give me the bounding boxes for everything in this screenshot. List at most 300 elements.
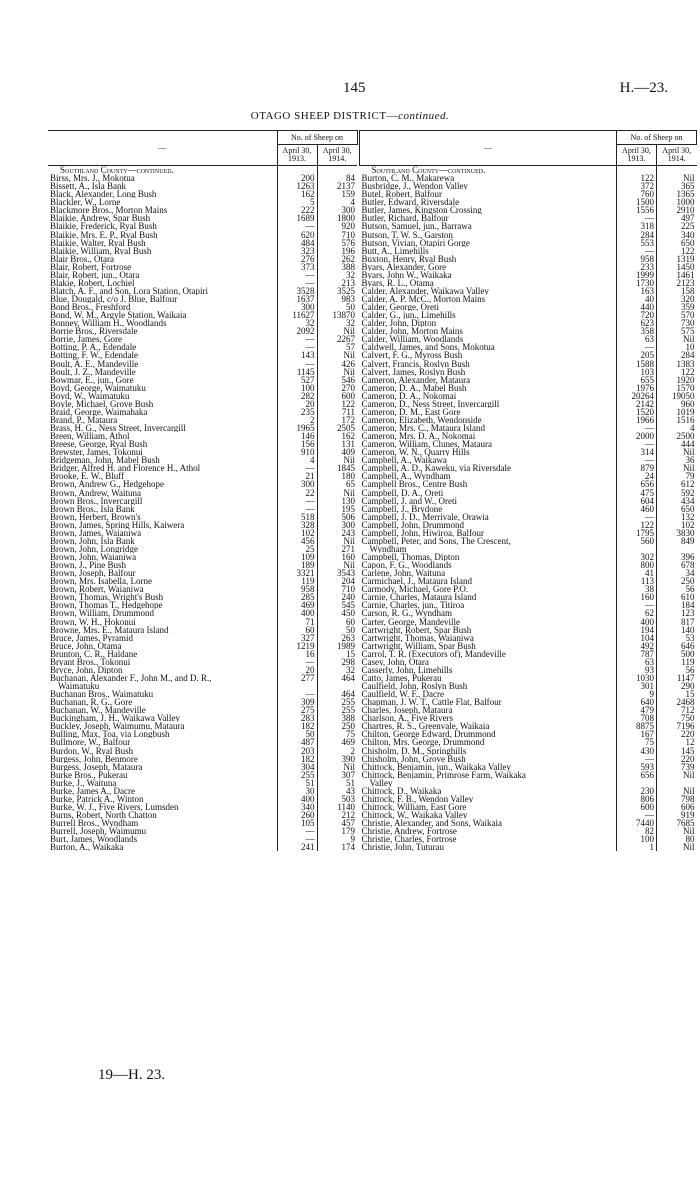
owner-name: Burke, J., Waituna [50, 778, 117, 787]
count-1913: 400 [277, 609, 317, 617]
table-row [48, 440, 357, 448]
owner-name: Blaikie, Andrew, Spar Bush [50, 214, 151, 223]
table-row [48, 634, 357, 642]
owner-name: Burt, James, Woodlands [50, 835, 138, 844]
owner-name: Boyd, George, Waimatuku [50, 383, 146, 392]
count-1913: 20 [277, 666, 317, 674]
owner-name: Carrol, T. R. (Executors of), Mandeville [361, 649, 506, 658]
owner-name: Chittock, W., Waikaka Valley [361, 811, 468, 820]
count-1914: Nil [657, 335, 697, 343]
count-1913: 655 [617, 376, 657, 384]
owner-name: Brown, Andrew, Waituna [50, 488, 142, 497]
owner-name: Blackmore Bros., Morton Mains [50, 206, 168, 215]
count-1914: 158 [657, 287, 697, 295]
count-1914: 43 [317, 787, 357, 795]
count-1914: 798 [657, 795, 697, 803]
table-row [360, 472, 697, 480]
table-row [360, 698, 697, 706]
owner-name: Calder, William, Woodlands [361, 335, 464, 344]
table-row [360, 271, 697, 279]
owner-name: Burton, A., Waikaka [50, 843, 124, 852]
count-1913: 456 [277, 537, 317, 545]
owner-name: Chittock, William, East Gore [361, 802, 467, 811]
owner-name: Waimatuku [58, 682, 100, 691]
count-1913: 82 [617, 827, 657, 835]
count-1914: 2137 [317, 182, 357, 190]
table-row [48, 601, 357, 609]
count-1914: Nil [657, 771, 697, 779]
count-1914: 10 [657, 343, 697, 351]
owner-name: Charlson, A., Five Rivers [361, 714, 453, 723]
table-row [360, 569, 697, 577]
count-1914: 243 [317, 529, 357, 537]
count-1914: 15 [657, 690, 697, 698]
count-1914: 983 [317, 295, 357, 303]
table-row [48, 448, 357, 456]
count-1914: Nil [657, 827, 697, 835]
count-1914: 1845 [317, 464, 357, 472]
count-1913: 103 [617, 368, 657, 376]
count-1913: 11627 [277, 311, 317, 319]
count-1913: 119 [277, 577, 317, 585]
owner-name: Carlene, John, Waituna [361, 569, 446, 578]
count-1914: Nil [317, 327, 357, 335]
count-1913: 41 [617, 569, 657, 577]
owner-name: Bullmore, W., Balfour [50, 738, 131, 747]
count-1913: — [277, 279, 317, 287]
count-1913: 241 [277, 843, 317, 851]
table-row [48, 658, 357, 666]
count-1913: — [277, 827, 317, 835]
page-title [0, 110, 700, 122]
count-1913: 440 [617, 303, 657, 311]
count-1914: 195 [317, 505, 357, 513]
count-1914: 60 [317, 618, 357, 626]
count-1913: 93 [617, 666, 657, 674]
count-1914: 284 [657, 351, 697, 359]
count-1914: 250 [657, 577, 697, 585]
count-1914: 290 [657, 682, 697, 690]
sheep-count-header: No. of Sheep on [277, 131, 357, 145]
count-1914: 2 [317, 747, 357, 755]
count-1914: Nil [317, 456, 357, 464]
count-1914: 464 [317, 690, 357, 698]
count-1913: 233 [617, 263, 657, 271]
count-1913: 283 [277, 714, 317, 722]
owner-name: Blakie, Robert, Lochiel [50, 278, 135, 287]
table-row [48, 480, 357, 488]
owner-name: Boyd, W., Waimatuku [50, 391, 130, 400]
document-reference: H.—23. [619, 80, 668, 96]
count-1913: 38 [617, 585, 657, 593]
count-1913: 787 [617, 650, 657, 658]
count-1914: 503 [317, 795, 357, 803]
table-row [360, 553, 697, 561]
table-row [360, 424, 697, 432]
count-1913: 162 [277, 190, 317, 198]
count-1913: 1795 [617, 529, 657, 537]
count-1913 [617, 545, 657, 553]
count-1914: 592 [657, 489, 697, 497]
owner-name: Busbridge, J., Wendon Valley [361, 182, 468, 191]
count-1913: 1 [617, 843, 657, 851]
count-1914: 159 [317, 190, 357, 198]
table-row [48, 545, 357, 553]
count-1913: — [277, 360, 317, 368]
table-row [360, 618, 697, 626]
count-1913: 958 [277, 585, 317, 593]
owner-name: Buchanan, R. G., Gore [50, 698, 133, 707]
table-row [48, 231, 357, 239]
table-row [360, 803, 697, 811]
owner-name: Bruce, James, Pyramid [50, 633, 133, 642]
count-1914: 960 [657, 400, 697, 408]
count-1914: 300 [317, 206, 357, 214]
table-row [48, 400, 357, 408]
owner-name: Blair, Robert, Fortrose [50, 262, 132, 271]
count-1913: 277 [277, 674, 317, 682]
count-1914: 1989 [317, 642, 357, 650]
owner-name: Campbell, Thomas, Dipton [361, 553, 460, 562]
owner-name: Blaikie, Mrs. E. P., Ryal Bush [50, 230, 158, 239]
table-row [48, 335, 357, 343]
count-1913: 302 [617, 553, 657, 561]
table-row [48, 706, 357, 714]
count-1914: 56 [657, 585, 697, 593]
table-row [48, 360, 357, 368]
count-1914: 817 [657, 618, 697, 626]
table-row [48, 779, 357, 787]
owner-name: Cameron, D. A., Nokomai [361, 391, 457, 400]
count-1914: 650 [657, 239, 697, 247]
owner-name: Brown, J., Pine Bush [50, 561, 127, 570]
table-row [48, 222, 357, 230]
count-1913: 22 [277, 489, 317, 497]
count-1914: 140 [657, 626, 697, 634]
table-row [360, 513, 697, 521]
owner-name: Calvert, James, Roslyn Bush [361, 367, 466, 376]
count-1914: 678 [657, 561, 697, 569]
count-1913: 623 [617, 319, 657, 327]
table-row [48, 593, 357, 601]
count-1914: 450 [317, 609, 357, 617]
table-row [48, 295, 357, 303]
count-1914: 102 [657, 521, 697, 529]
table-row [360, 182, 697, 190]
count-1913: — [277, 497, 317, 505]
owner-name: Brown Bros., Isla Bank [50, 504, 135, 513]
table-row [360, 747, 697, 755]
table-row [360, 521, 697, 529]
count-1913: 760 [617, 190, 657, 198]
owner-name: Campbell, A. D., Kaweku, via Riversdale [361, 464, 511, 473]
count-1913: — [277, 464, 317, 472]
count-1914: 300 [317, 521, 357, 529]
table-row [48, 279, 357, 287]
table-row [360, 682, 697, 690]
table-row [48, 537, 357, 545]
count-1913: 222 [277, 206, 317, 214]
owner-name: Blaikie, Walter, Ryal Bush [50, 238, 146, 247]
table-row [360, 601, 697, 609]
table-row [360, 456, 697, 464]
table-row [360, 247, 697, 255]
count-1914: 4 [317, 198, 357, 206]
count-1914: 426 [317, 360, 357, 368]
name-column-header: — [48, 131, 277, 166]
count-1913: 1689 [277, 214, 317, 222]
count-1913: 50 [277, 730, 317, 738]
count-1913: 640 [617, 698, 657, 706]
table-row [48, 376, 357, 384]
count-1914: 739 [657, 763, 697, 771]
table-row [360, 811, 697, 819]
table-row [48, 255, 357, 263]
count-1913: — [617, 601, 657, 609]
count-1914: 36 [657, 456, 697, 464]
owner-name: Brown, James, Spring Hills, Kaiwera [50, 520, 185, 529]
title-main: OTAGO SHEEP DISTRICT— [250, 110, 399, 122]
count-1913: 323 [277, 247, 317, 255]
count-1913: 8875 [617, 722, 657, 730]
owner-name: Breese, George, Ryal Bush [50, 440, 148, 449]
count-1914: 196 [317, 247, 357, 255]
owner-name: Carter, George, Mandeville [361, 617, 460, 626]
table-row [48, 618, 357, 626]
table-row [360, 634, 697, 642]
count-1913: 600 [617, 803, 657, 811]
owner-name: Boult, A. E., Mandeville [50, 359, 139, 368]
table-row [360, 642, 697, 650]
count-1914: 298 [317, 658, 357, 666]
count-1914: 710 [317, 231, 357, 239]
count-1913: 71 [277, 618, 317, 626]
count-1913: 484 [277, 239, 317, 247]
table-row [48, 368, 357, 376]
page-number: 145 [343, 80, 366, 96]
owner-name: Butt, A., Limehills [361, 246, 429, 255]
owner-name: Brass, H. G., Ness Street, Invercargill [50, 424, 186, 433]
count-1913: 285 [277, 593, 317, 601]
table-row [48, 456, 357, 464]
table-row [48, 795, 357, 803]
count-1914: 3830 [657, 529, 697, 537]
owner-name: Christie, Andrew, Fortrose [361, 827, 457, 836]
count-1914: Nil [657, 464, 697, 472]
owner-name: Blaikie, Frederick, Ryal Bush [50, 222, 157, 231]
owner-name: Brown, John, Waianiwa [50, 553, 137, 562]
owner-name: Chisholm, D. M., Springhills [361, 746, 467, 755]
count-1913: 314 [617, 448, 657, 456]
table-row [360, 368, 697, 376]
owner-name: Casserly, John, Limehills [361, 665, 453, 674]
owner-name: Burrell Bros., Wyndham [50, 819, 139, 828]
count-1913: — [277, 505, 317, 513]
count-1914: 263 [317, 634, 357, 642]
owner-name: Calder, Alexander, Waikawa Valley [361, 286, 489, 295]
table-row [360, 593, 697, 601]
owner-name: Brown, Andrew G., Hedgehope [50, 480, 164, 489]
count-1914: 359 [657, 303, 697, 311]
count-1913: — [617, 214, 657, 222]
table-row [48, 271, 357, 279]
table-row [48, 714, 357, 722]
owner-name: Buckley, Joseph, Waimumu, Mataura [50, 722, 185, 731]
table-row [360, 787, 697, 795]
count-1913: 300 [277, 303, 317, 311]
count-1913: 284 [617, 231, 657, 239]
table-row [48, 214, 357, 222]
table-row [360, 464, 697, 472]
count-1913: 469 [277, 601, 317, 609]
count-1914: 79 [657, 472, 697, 480]
count-1913: 460 [617, 505, 657, 513]
table-row [360, 666, 697, 674]
owner-name: Valley [369, 778, 393, 787]
count-1913: 958 [617, 255, 657, 263]
count-1914: 2910 [657, 206, 697, 214]
count-1913: 1556 [617, 206, 657, 214]
owner-name: Brown, James, Waianiwa [50, 528, 142, 537]
count-1913: 358 [617, 327, 657, 335]
table-row [360, 755, 697, 763]
owner-name: Calder, John, Morton Mains [361, 327, 463, 336]
count-1914: 1516 [657, 416, 697, 424]
count-1914: Nil [317, 489, 357, 497]
table-row [48, 666, 357, 674]
count-1913: 492 [617, 642, 657, 650]
owner-name: Campbell, John, Drummond [361, 520, 464, 529]
table-row [48, 811, 357, 819]
count-1913: 910 [277, 448, 317, 456]
owner-name: Calvert, F. G., Myross Bush [361, 351, 463, 360]
count-1914: 1383 [657, 360, 697, 368]
table-row [48, 521, 357, 529]
table-row [360, 303, 697, 311]
owner-name: Brown Bros., Invercargill [50, 496, 143, 505]
table-row [48, 327, 357, 335]
count-1913: 300 [277, 480, 317, 488]
count-1914: 57 [317, 343, 357, 351]
count-1914: 7196 [657, 722, 697, 730]
count-1913: 100 [277, 384, 317, 392]
owner-name: Brown, Thomas T., Hedgehope [50, 601, 163, 610]
count-1914: 1319 [657, 255, 697, 263]
table-row [360, 626, 697, 634]
table-row [360, 327, 697, 335]
count-1914: 2123 [657, 279, 697, 287]
count-1913: 806 [617, 795, 657, 803]
count-1913: 3528 [277, 287, 317, 295]
table-row [48, 287, 357, 295]
count-1913: 30 [277, 787, 317, 795]
table-row [360, 190, 697, 198]
owner-name: Campbell, J., Brydone [361, 504, 443, 513]
table-row [48, 763, 357, 771]
owner-name: Calder, G., jun., Limehills [361, 311, 456, 320]
count-1913: 194 [617, 626, 657, 634]
table-row [360, 440, 697, 448]
table-row [48, 513, 357, 521]
table-row [360, 819, 697, 827]
table-row [360, 231, 697, 239]
count-1913 [617, 166, 657, 175]
count-1913: 1966 [617, 416, 657, 424]
owner-name: Charles, Joseph, Mataura [361, 706, 453, 715]
owner-name: Burke Bros., Pukerau [50, 770, 128, 779]
count-1913: 63 [617, 335, 657, 343]
owner-name: Bryce, John, Dipton [50, 665, 123, 674]
owner-name: Casey, John, Otara [361, 657, 429, 666]
owner-name: Cameron, William, Clunes, Mataura [361, 440, 492, 449]
owner-name: Boyle, Michael, Grove Bush [50, 399, 154, 408]
table-row [360, 416, 697, 424]
owner-name: Calvert, Francis, Roslyn Bush [361, 359, 470, 368]
count-1914: 506 [317, 513, 357, 521]
owner-name: Byars, Alexander, Gore [361, 262, 447, 271]
owner-name: Cameron, D., Ness Street, Invercargill [361, 399, 500, 408]
count-1913: 1030 [617, 674, 657, 682]
table-row [48, 182, 357, 190]
count-1913: 21 [277, 472, 317, 480]
count-1914: 119 [657, 658, 697, 666]
count-1913: 1637 [277, 295, 317, 303]
count-1914 [657, 166, 697, 175]
count-1914: Nil [317, 561, 357, 569]
owner-name: Cameron, D. M., East Gore [361, 407, 461, 416]
count-1914: 646 [657, 642, 697, 650]
count-1913: 102 [277, 529, 317, 537]
table-row [360, 360, 697, 368]
count-1913: 475 [617, 489, 657, 497]
owner-name: Bond, W. M., Argyle Station, Waikaia [50, 311, 187, 320]
table-row [48, 408, 357, 416]
count-1913: 113 [617, 577, 657, 585]
table-row [360, 287, 697, 295]
owner-name: Carmody, Michael, Gore P.O. [361, 585, 469, 594]
table-row [48, 835, 357, 843]
count-1913: 282 [277, 392, 317, 400]
count-1913: — [277, 222, 317, 230]
owner-name: Bridgeman, John, Mabel Bush [50, 456, 160, 465]
count-1913: 160 [617, 593, 657, 601]
count-1913: 167 [617, 730, 657, 738]
count-1913: 4 [277, 456, 317, 464]
count-1913: — [617, 811, 657, 819]
col-1913-header: April 30, 1913. [617, 145, 657, 166]
owner-name: Carnie, Charles, jun., Titiroa [361, 601, 465, 610]
count-1914: 213 [317, 279, 357, 287]
count-1914: 388 [317, 263, 357, 271]
table-row [360, 376, 697, 384]
owner-name: Blackler, W., Lorne [50, 198, 121, 207]
owner-name: Christie, Charles, Fortrose [361, 835, 457, 844]
count-1914: Nil [317, 368, 357, 376]
owner-name: Wyndham [369, 544, 407, 553]
count-1914: 122 [657, 368, 697, 376]
count-1914: 919 [657, 811, 697, 819]
count-1914: 122 [657, 247, 697, 255]
count-1914: 390 [317, 755, 357, 763]
owner-name: Brown, John, Longridge [50, 544, 138, 553]
count-1913: 1145 [277, 368, 317, 376]
table-row [48, 690, 357, 698]
owner-name: Campbell, Peter, and Sons, The Crescent, [361, 536, 511, 545]
table-row [48, 505, 357, 513]
count-1914: 434 [657, 497, 697, 505]
count-1914: 180 [317, 472, 357, 480]
count-1913: 40 [617, 295, 657, 303]
